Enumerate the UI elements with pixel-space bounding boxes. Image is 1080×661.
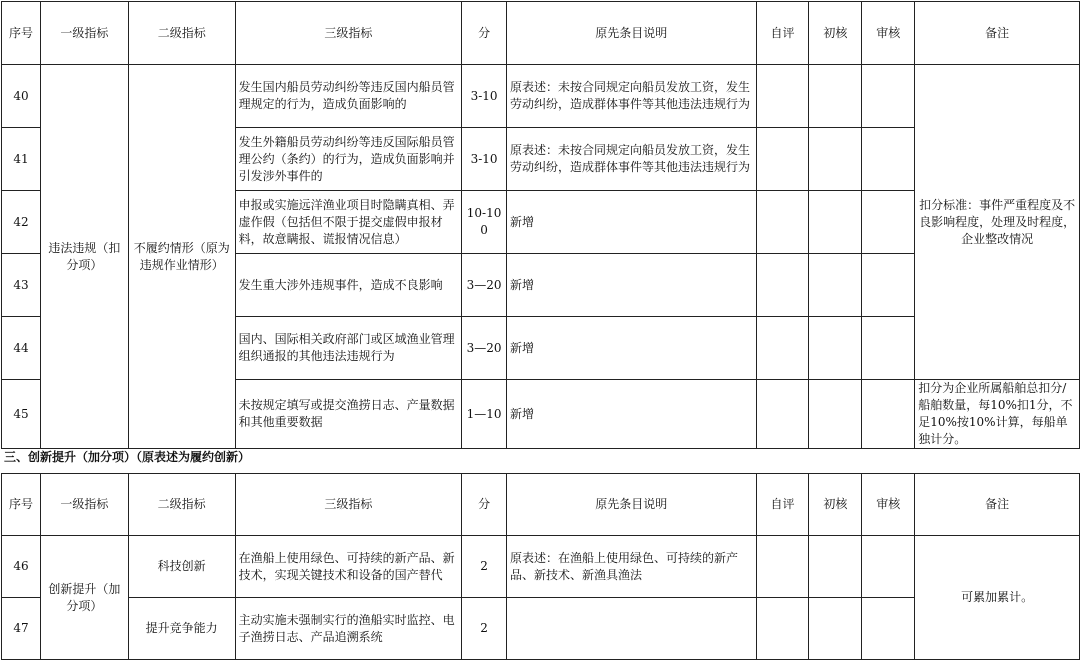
row-original xyxy=(507,598,756,660)
audit-cell[interactable] xyxy=(862,128,915,191)
row-no: 41 xyxy=(2,128,41,191)
remark-ship-scoring: 扣分为企业所属船舶总扣分/船舶数量，每10%扣1分，不足10%按10%计算，每船单独计分。 xyxy=(915,380,1080,449)
row-no: 43 xyxy=(2,254,41,317)
header-remark: 备注 xyxy=(915,2,1080,65)
self-eval-cell[interactable] xyxy=(756,598,809,660)
audit-cell[interactable] xyxy=(862,536,915,598)
row-score: 3-10 xyxy=(462,128,507,191)
header-remark: 备注 xyxy=(915,474,1080,536)
remark-penalty-standard: 扣分标准：事件严重程度及不良影响程度，处理及时程度，企业整改情况 xyxy=(915,65,1080,380)
row-no: 46 xyxy=(2,536,41,598)
row-original: 原表述：在渔船上使用绿色、可持续的新产品、新技术、新渔具渔法 xyxy=(507,536,756,598)
audit-cell[interactable] xyxy=(862,191,915,254)
row-original: 新增 xyxy=(507,380,756,449)
header-audit: 审核 xyxy=(862,2,915,65)
self-eval-cell[interactable] xyxy=(756,317,809,380)
first-review-cell[interactable] xyxy=(809,536,862,598)
header-original: 原先条目说明 xyxy=(507,474,756,536)
header-self-eval: 自评 xyxy=(756,2,809,65)
level1-violations: 违法违规（扣分项） xyxy=(40,65,128,449)
first-review-cell[interactable] xyxy=(809,128,862,191)
row-original: 原表述：未按合同规定向船员发放工资，发生劳动纠纷，造成群体事件等其他违法违规行为 xyxy=(507,65,756,128)
row-no: 44 xyxy=(2,317,41,380)
audit-cell[interactable] xyxy=(862,380,915,449)
header-first-review: 初核 xyxy=(809,2,862,65)
header-row xyxy=(2,474,1080,536)
first-review-cell[interactable] xyxy=(809,598,862,660)
header-row xyxy=(2,2,1080,65)
row-item: 申报或实施远洋渔业项目时隐瞒真相、弄虚作假（包括但不限于提交虚假申报材料，故意瞒报、谎报情况信息） xyxy=(235,191,462,254)
level2-noncompliance: 不履约情形（原为违规作业情形） xyxy=(128,65,235,449)
table-row xyxy=(2,65,1080,128)
row-item: 发生外籍船员劳动纠纷等违反国际船员管理公约（条约）的行为，造成负面影响并引发涉外事件的 xyxy=(235,128,462,191)
first-review-cell[interactable] xyxy=(809,317,862,380)
row-score: 2 xyxy=(462,598,507,660)
row-score: 3—20 xyxy=(462,317,507,380)
table-innovation xyxy=(1,473,1080,660)
table-violations xyxy=(1,1,1080,449)
header-level3: 三级指标 xyxy=(235,474,462,536)
row-original: 原表述：未按合同规定向船员发放工资，发生劳动纠纷，造成群体事件等其他违法违规行为 xyxy=(507,128,756,191)
header-self-eval: 自评 xyxy=(756,474,809,536)
audit-cell[interactable] xyxy=(862,598,915,660)
first-review-cell[interactable] xyxy=(809,65,862,128)
section-title-innovation: 三、创新提升（加分项）（原表述为履约创新） xyxy=(4,450,251,464)
first-review-cell[interactable] xyxy=(809,380,862,449)
row-item: 在渔船上使用绿色、可持续的新产品、新技术，实现关键技术和设备的国产替代 xyxy=(235,536,462,598)
level1-innovation: 创新提升（加分项） xyxy=(40,536,128,660)
audit-cell[interactable] xyxy=(862,65,915,128)
row-item: 发生重大涉外违规事件，造成不良影响 xyxy=(235,254,462,317)
remark-cumulative: 可累加累计。 xyxy=(915,536,1080,660)
first-review-cell[interactable] xyxy=(809,191,862,254)
row-level2: 科技创新 xyxy=(128,536,235,598)
header-original: 原先条目说明 xyxy=(507,2,756,65)
header-audit: 审核 xyxy=(862,474,915,536)
self-eval-cell[interactable] xyxy=(756,536,809,598)
self-eval-cell[interactable] xyxy=(756,380,809,449)
row-no: 45 xyxy=(2,380,41,449)
header-level2: 二级指标 xyxy=(128,2,235,65)
header-score: 分 xyxy=(462,474,507,536)
row-original: 新增 xyxy=(507,254,756,317)
header-no: 序号 xyxy=(2,474,41,536)
row-item: 国内、国际相关政府部门或区域渔业管理组织通报的其他违法违规行为 xyxy=(235,317,462,380)
row-item: 未按规定填写或提交渔捞日志、产量数据和其他重要数据 xyxy=(235,380,462,449)
self-eval-cell[interactable] xyxy=(756,128,809,191)
audit-cell[interactable] xyxy=(862,317,915,380)
header-level3: 三级指标 xyxy=(235,2,462,65)
row-score: 2 xyxy=(462,536,507,598)
row-item: 主动实施未强制实行的渔船实时监控、电子渔捞日志、产品追溯系统 xyxy=(235,598,462,660)
row-score: 1—10 xyxy=(462,380,507,449)
row-score: 3-10 xyxy=(462,65,507,128)
row-level2: 提升竞争能力 xyxy=(128,598,235,660)
header-level1: 一级指标 xyxy=(40,2,128,65)
row-original: 新增 xyxy=(507,191,756,254)
row-score: 3—20 xyxy=(462,254,507,317)
self-eval-cell[interactable] xyxy=(756,191,809,254)
row-no: 42 xyxy=(2,191,41,254)
header-level1: 一级指标 xyxy=(40,474,128,536)
header-level2: 二级指标 xyxy=(128,474,235,536)
header-first-review: 初核 xyxy=(809,474,862,536)
header-score: 分 xyxy=(462,2,507,65)
self-eval-cell[interactable] xyxy=(756,65,809,128)
row-score: 10-100 xyxy=(462,191,507,254)
audit-cell[interactable] xyxy=(862,254,915,317)
row-no: 47 xyxy=(2,598,41,660)
table-row xyxy=(2,536,1080,598)
row-original: 新增 xyxy=(507,317,756,380)
first-review-cell[interactable] xyxy=(809,254,862,317)
self-eval-cell[interactable] xyxy=(756,254,809,317)
header-no: 序号 xyxy=(2,2,41,65)
row-item: 发生国内船员劳动纠纷等违反国内船员管理规定的行为，造成负面影响的 xyxy=(235,65,462,128)
row-no: 40 xyxy=(2,65,41,128)
